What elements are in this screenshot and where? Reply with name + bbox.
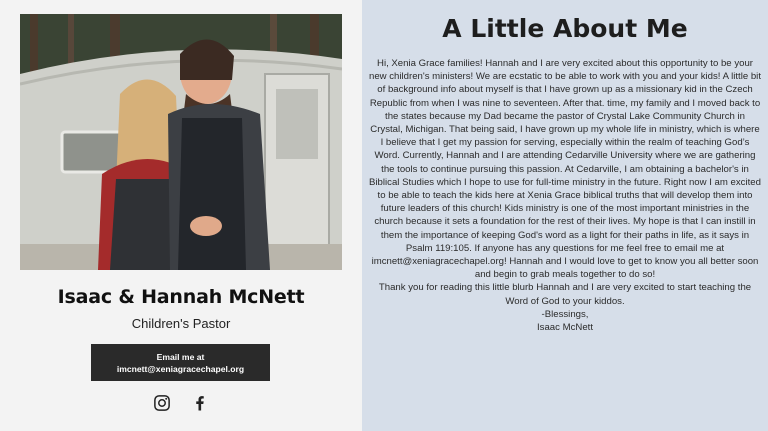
about-paragraph: Thank you for reading this little blurb Hannah and I are very excited to start teaching the Word of God to your kiddos. [378, 282, 752, 307]
profile-name: Isaac & Hannah McNett [57, 286, 305, 308]
about-signature: Isaac McNett [537, 322, 593, 334]
about-title: A Little About Me [442, 14, 688, 43]
email-button[interactable] [91, 344, 270, 381]
facebook-icon[interactable] [191, 394, 209, 412]
profile-role: Children's Pastor [131, 316, 231, 331]
photo-illustration [20, 14, 342, 270]
about-signoff: -Blessings, [541, 308, 589, 320]
profile-panel [0, 0, 362, 431]
about-panel [362, 0, 768, 431]
profile-photo [20, 14, 342, 270]
about-paragraph: Hi, Xenia Grace families! Hannah and I are very excited about this opportunity to be your new children's ministers! We are ecstatic to be able to work with you and your kids! A little bit of background info about myself is that I have grown up as a missionary kid in the Czech Republic from when I was nine to seventeen. After that. time, my family and I moved back to the states because my Dad became the pastor of Crystal Lake Community Church in Crystal, Michigan. That being said, I have grown up my whole life in ministry, which is where I believe that I get my passion for serving, especially within the realm of teaching God’s Word. Currently, Hannah and I are attending Cedarville University where we are gathering the tools to continue pursuing this passion. At Cedarville, I am obtaining a bachelor's in Biblical Studies which I hope to use for full-time ministry in the future. Right now I am excited to be able to teach the kids here at Xenia Grace biblical truths that will develop them into future leaders of this church! Kids ministry is one of the most important ministries in the church because it sets a foundation for the rest of their lives. My hope is that I can instill in them the importance of keeping God's word as a light for their paths in life, as it says in Psalm 119:105. If anyone has any questions for me feel free to email me at imcnett@xeniagracechapel.org! Hannah and I would love to get to know you all better soon and begin to grab meals together to do so! [369, 58, 761, 281]
instagram-icon[interactable] [153, 394, 171, 412]
about-body [368, 57, 762, 334]
email-button-address: imcnett@xeniagracechapel.org [116, 363, 245, 374]
email-button-line1: Email me at [156, 351, 205, 362]
social-links [0, 394, 362, 412]
